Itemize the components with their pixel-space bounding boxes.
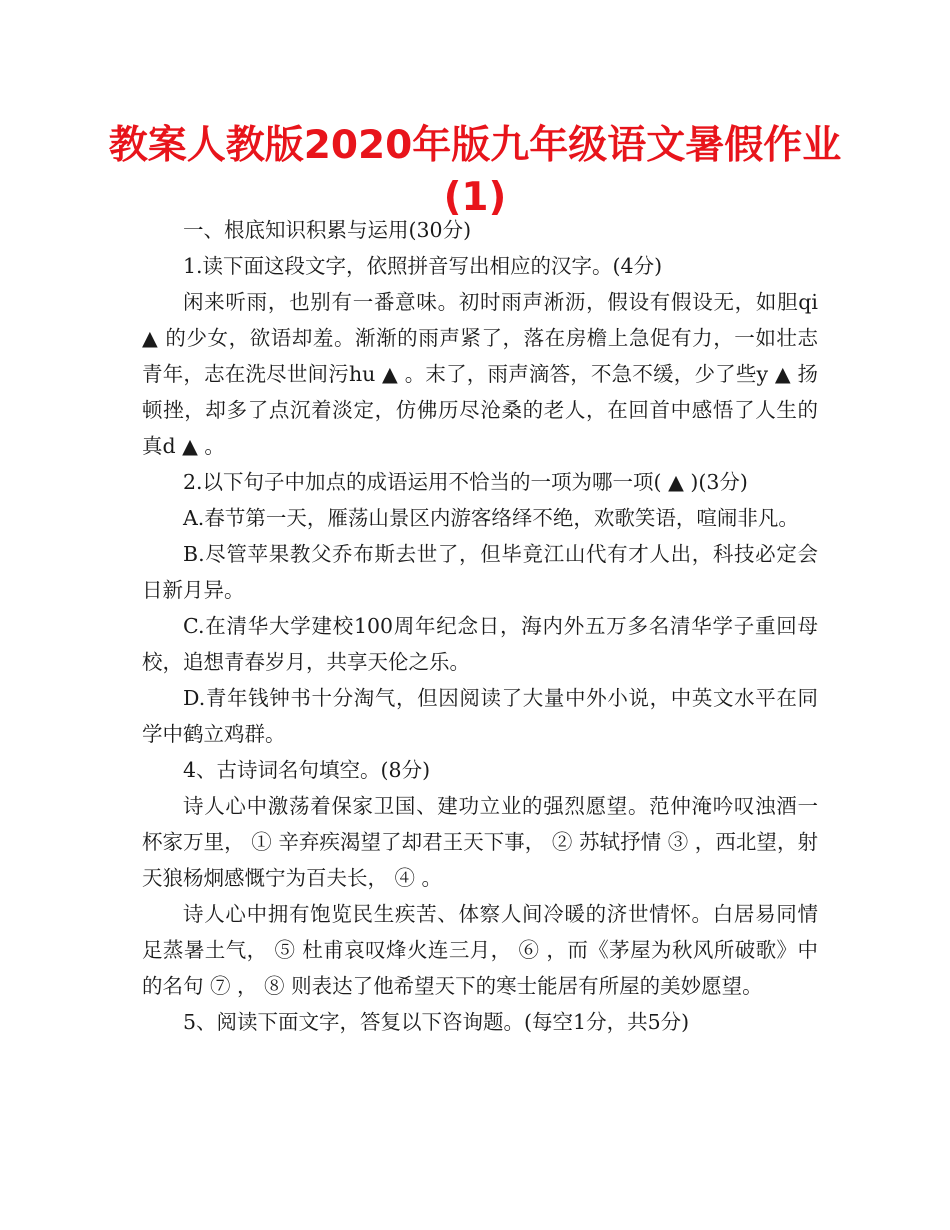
- option-d: D.青年钱钟书十分淘气，但因阅读了大量中外小说，中英文水平在同学中鹤立鸡群。: [142, 686, 818, 746]
- document-body: [142, 212, 818, 1040]
- question-5: 5、阅读下面文字，答复以下咨询题。(每空1分，共5分): [183, 1010, 690, 1034]
- document-title: [100, 120, 850, 224]
- title-line-1: 教案人教版2020年版九年级语文暑假作业: [108, 123, 842, 168]
- question-2: 2.以下句子中加点的成语运用不恰当的一项为哪一项( ▲ )(3分): [183, 470, 748, 494]
- question-4: 4、古诗词名句填空。(8分): [183, 758, 431, 782]
- option-a: A.春节第一天，雁荡山景区内游客络绎不绝，欢歌笑语，喧闹非凡。: [183, 506, 799, 530]
- option-b: B.尽管苹果教父乔布斯去世了，但毕竟江山代有才人出，科技必定会日新月异。: [142, 542, 818, 602]
- title-line-2: (1): [443, 175, 507, 220]
- question-4-part-1: 诗人心中激荡着保家卫国、建功立业的强烈愿望。范仲淹吟叹浊酒一杯家万里， ① 辛弃疾渴望了却君王天下事， ② 苏轼抒情 ③ ，西北望，射天狼杨炯感慨宁为百夫长， ④ 。: [142, 794, 818, 890]
- question-1: 1.读下面这段文字，依照拼音写出相应的汉字。(4分): [183, 254, 663, 278]
- section-heading: 一、根底知识积累与运用(30分): [183, 218, 472, 242]
- option-c: C.在清华大学建校100周年纪念日，海内外五万多名清华学子重回母校，追想青春岁月，共享天伦之乐。: [142, 614, 818, 674]
- question-4-part-2: 诗人心中拥有饱览民生疾苦、体察人间冷暖的济世情怀。白居易同情足蒸暑土气， ⑤ 杜甫哀叹烽火连三月， ⑥ ，而《茅屋为秋风所破歌》中的名句 ⑦ ， ⑧ 则表达了他希望天下的寒士能居有所屋的美妙愿望。: [142, 902, 818, 998]
- question-1-passage: 闲来听雨，也别有一番意味。初时雨声淅沥，假设有假设无，如胆qi ▲ 的少女，欲语却羞。渐渐的雨声紧了，落在房檐上急促有力，一如壮志青年，志在洗尽世间污hu ▲ 。末了，雨声滴答，不急不缓，少了些y ▲ 扬顿挫，却多了点沉着淡定，仿佛历尽沧桑的老人，在回首中感悟了人生的真d ▲ 。: [142, 290, 818, 458]
